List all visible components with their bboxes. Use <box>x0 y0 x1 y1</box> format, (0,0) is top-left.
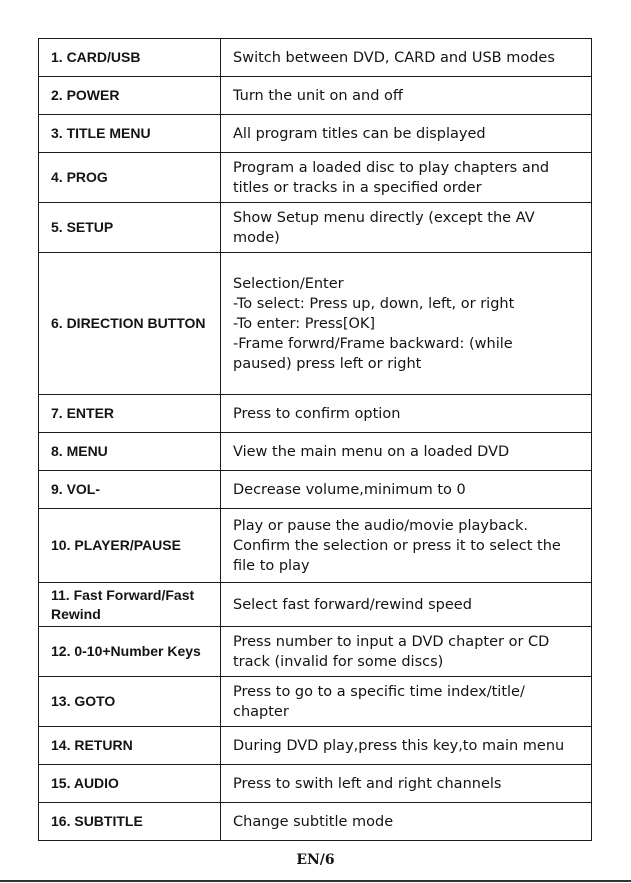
button-name-cell: 3. TITLE MENU <box>39 115 221 153</box>
function-description-cell: Press to confirm option <box>221 395 592 433</box>
button-name-cell: 1. CARD/USB <box>39 39 221 77</box>
bottom-rule <box>0 880 631 882</box>
table-row <box>39 803 592 841</box>
table-row <box>39 203 592 253</box>
button-name-cell: 16. SUBTITLE <box>39 803 221 841</box>
function-description-cell: Turn the unit on and off <box>221 77 592 115</box>
table-row <box>39 471 592 509</box>
button-name-cell: 5. SETUP <box>39 203 221 253</box>
function-description-cell: Selection/Enter -To select: Press up, down, left, or right -To enter: Press[OK] -Frame forwrd/Frame backward: (while paused) press left or right <box>221 253 592 395</box>
button-name-cell: 4. PROG <box>39 153 221 203</box>
button-name-cell: 10. PLAYER/PAUSE <box>39 509 221 583</box>
function-description-cell: Program a loaded disc to play chapters and titles or tracks in a specified order <box>221 153 592 203</box>
button-name-cell: 6. DIRECTION BUTTON <box>39 253 221 395</box>
table-row <box>39 765 592 803</box>
button-name-cell: 15. AUDIO <box>39 765 221 803</box>
function-description-cell: Change subtitle mode <box>221 803 592 841</box>
table-row <box>39 77 592 115</box>
table-row <box>39 677 592 727</box>
button-name-cell: 11. Fast Forward/Fast Rewind <box>39 583 221 627</box>
button-name-cell: 13. GOTO <box>39 677 221 727</box>
function-description-cell: During DVD play,press this key,to main menu <box>221 727 592 765</box>
function-description-cell: Press to go to a specific time index/title/ chapter <box>221 677 592 727</box>
function-description-cell: View the main menu on a loaded DVD <box>221 433 592 471</box>
function-description-cell: Select fast forward/rewind speed <box>221 583 592 627</box>
function-description-cell: Show Setup menu directly (except the AV mode) <box>221 203 592 253</box>
table-row <box>39 727 592 765</box>
function-description-cell: Decrease volume,minimum to 0 <box>221 471 592 509</box>
function-description-cell: Press number to input a DVD chapter or CD track (invalid for some discs) <box>221 627 592 677</box>
button-name-cell: 9. VOL- <box>39 471 221 509</box>
button-name-cell: 12. 0-10+Number Keys <box>39 627 221 677</box>
button-name-cell: 14. RETURN <box>39 727 221 765</box>
function-description-cell: Play or pause the audio/movie playback. Confirm the selection or press it to select the file to play <box>221 509 592 583</box>
button-name-cell: 2. POWER <box>39 77 221 115</box>
table-row <box>39 253 592 395</box>
table-row <box>39 627 592 677</box>
button-name-cell: 8. MENU <box>39 433 221 471</box>
table-row <box>39 433 592 471</box>
button-name-cell: 7. ENTER <box>39 395 221 433</box>
remote-control-function-table <box>38 38 592 841</box>
table-row <box>39 583 592 627</box>
table-body <box>39 39 592 841</box>
function-description-cell: All program titles can be displayed <box>221 115 592 153</box>
table-row <box>39 395 592 433</box>
table-row <box>39 509 592 583</box>
table-row <box>39 153 592 203</box>
table-row <box>39 115 592 153</box>
function-description-cell: Press to swith left and right channels <box>221 765 592 803</box>
table-row <box>39 39 592 77</box>
page-number: EN/6 <box>296 852 335 868</box>
function-description-cell: Switch between DVD, CARD and USB modes <box>221 39 592 77</box>
